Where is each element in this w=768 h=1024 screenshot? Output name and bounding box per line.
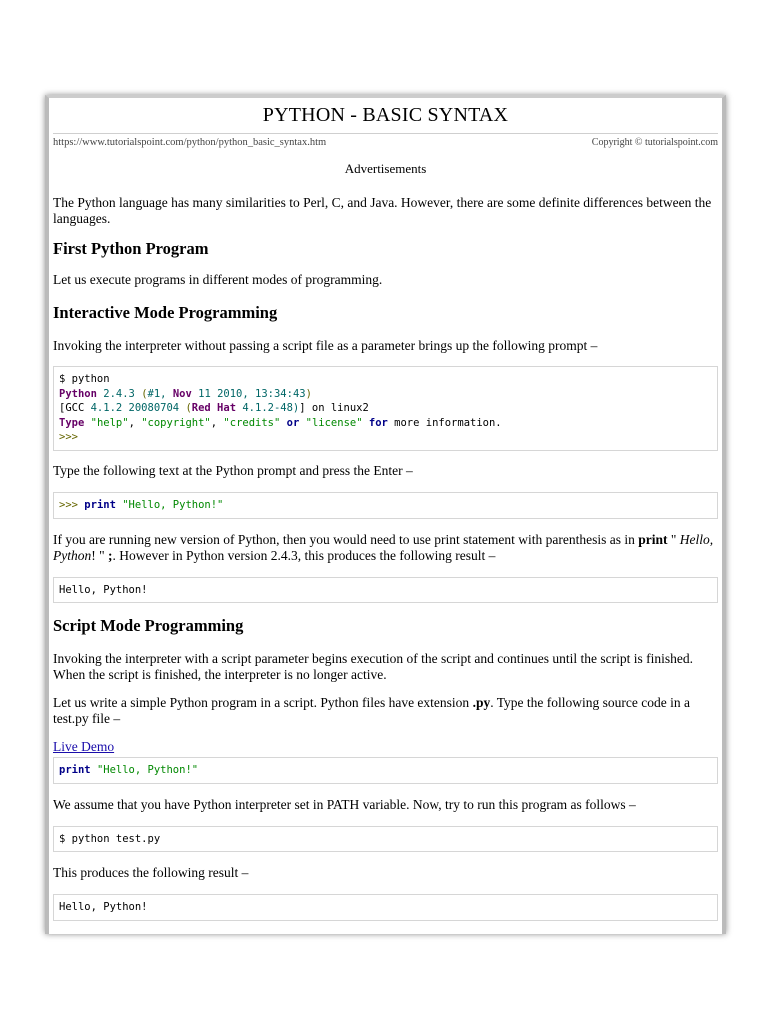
result-block-2: Hello, Python!	[53, 894, 718, 921]
write-script-paragraph: Let us write a simple Python program in a script. Python files have extension .py. Type the following source code in a test.py file –	[53, 695, 690, 727]
code-block-script: print "Hello, Python!"	[53, 757, 718, 784]
source-url: https://www.tutorialspoint.com/python/python_basic_syntax.htm	[53, 137, 327, 148]
intro-paragraph: The Python language has many similarities to Perl, C, and Java. However, there are some definite differences between the languages.	[53, 195, 712, 226]
url-bar	[53, 133, 718, 148]
produces-paragraph: This produces the following result –	[53, 865, 249, 881]
heading-script-mode: Script Mode Programming	[53, 616, 244, 636]
assume-paragraph: We assume that you have Python interpreter set in PATH variable. Now, try to run this program as follows –	[53, 796, 636, 812]
new-version-paragraph: If you are running new version of Python, then you would need to use print statement with parenthesis as in print " Hello, Python! " ;. However in Python version 2.4.3, this produces the following result –	[53, 531, 714, 563]
page-title: PYTHON - BASIC SYNTAX	[262, 104, 509, 126]
type-text-paragraph: Type the following text at the Python prompt and press the Enter –	[53, 462, 413, 478]
code-block-prompt: $ python Python 2.4.3 (#1, Nov 11 2010, 13:34:43) [GCC 4.1.2 20080704 (Red Hat 4.1.2-48)] on linux2 Type "help", "copyright", "credits" or "license" for more information. >>>	[53, 366, 718, 451]
script-paragraph: Invoking the interpreter with a script parameter begins execution of the script and continues until the script is finished. When the script is finished, the interpreter is no longer active.	[53, 651, 693, 683]
invoking-paragraph: Invoking the interpreter without passing a script file as a parameter brings up the following prompt –	[53, 338, 598, 353]
heading-first-python-program: First Python Program	[53, 239, 209, 258]
code-block-print: >>> print "Hello, Python!"	[53, 492, 718, 519]
advertisements-label: Advertisements	[344, 161, 427, 176]
heading-interactive-mode: Interactive Mode Programming	[53, 303, 278, 322]
document-page	[45, 95, 726, 934]
code-block-run: $ python test.py	[53, 826, 718, 853]
print-keyword: print	[638, 531, 668, 547]
result-block-1: Hello, Python!	[53, 577, 718, 604]
live-demo-link[interactable]: Live Demo	[53, 739, 115, 755]
modes-paragraph: Let us execute programs in different modes of programming.	[53, 272, 383, 287]
copyright-notice: Copyright © tutorialspoint.com	[591, 137, 718, 148]
